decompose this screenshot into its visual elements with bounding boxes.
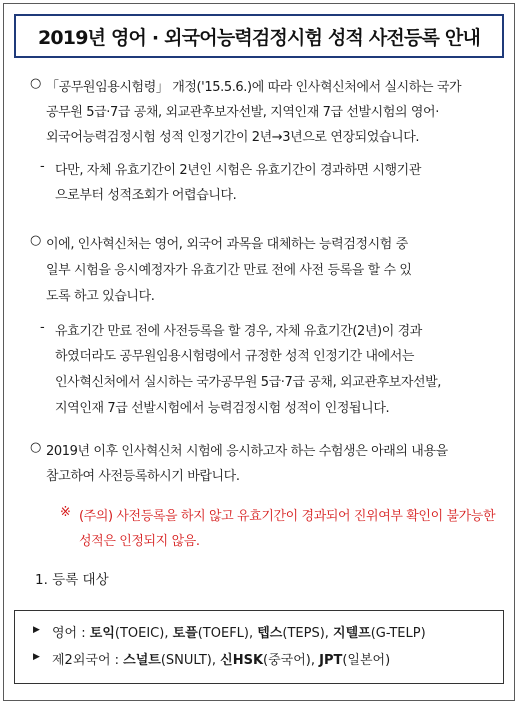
dash-bullet-2: - [40,320,45,335]
english-test-name: 지텔프 [333,626,371,641]
para1-sub-line-2: 으로부터 성적조회가 어렵습니다. [55,188,237,203]
second-test-detail: (일본어) [342,653,391,668]
triangle-icon: ▶ [33,652,40,662]
notice-mark: ※ [60,505,71,520]
second-test-name: 스널트 [123,653,161,668]
second-test-name: 신HSK [220,653,264,668]
english-label: 영어 : [52,626,90,641]
second-test-detail: (SNULT), [160,653,221,668]
english-list [52,622,426,641]
second-language-list [52,649,390,668]
english-test-name: 토플 [172,626,198,641]
circle-bullet-2: ○ [30,233,42,248]
para2-line-2: 일부 시험을 응시예정자가 유효기간 만료 전에 사전 등록을 할 수 있 [46,263,412,278]
para2-sub-line-4: 지역인재 7급 선발시험에서 능력검정시험 성적이 인정됩니다. [55,401,390,416]
para2-sub-line-1: 유효기간 만료 전에 사전등록을 할 경우, 자체 유효기간(2년)이 경과 [55,324,422,339]
second-language-label: 제2외국어 : [52,653,124,668]
para3-line-2: 참고하여 사전등록하시기 바랍니다. [46,469,240,484]
para2-line-1: 이에, 인사혁신처는 영어, 외국어 과목을 대체하는 능력검정시험 중 [46,237,408,252]
english-test-name: 텝스 [257,626,283,641]
english-test-detail: (TEPS), [282,626,334,641]
para1-line-1: 「공무원임용시험령」 개정('15.5.6.)에 따라 인사혁신처에서 실시하는 국가 [46,80,462,95]
para3-line-1: 2019년 이후 인사혁신처 시험에 응시하고자 하는 수험생은 아래의 내용을 [46,444,448,459]
triangle-icon: ▶ [33,625,40,635]
dash-bullet-1: - [40,159,45,174]
para2-sub-line-3: 인사혁신처에서 실시하는 국가공무원 5급·7급 공채, 외교관후보자선발, [55,375,442,390]
para1-line-2: 공무원 5급·7급 공채, 외교관후보자선발, 지역인재 7급 선발시험의 영어· [46,105,439,120]
second-test-detail: (중국어), [263,653,320,668]
notice-line-2: 성적은 인정되지 않음. [79,534,200,549]
english-test-detail: (TOEFL), [197,626,258,641]
page-title: 2019년 영어 · 외국어능력검정시험 성적 사전등록 안내 [14,14,504,58]
circle-bullet-3: ○ [30,440,42,455]
english-test-detail: (G-TELP) [370,626,426,641]
para1-sub-line-1: 다만, 자체 유효기간이 2년인 시험은 유효기간이 경과하면 시행기관 [55,163,421,178]
section-heading: 1. 등록 대상 [35,572,109,588]
english-test-detail: (TOEIC), [114,626,173,641]
para2-sub-line-2: 하였더라도 공무원임용시험령에서 규정한 성적 인정기간 내에서는 [55,349,415,364]
registration-box [14,610,504,684]
para1-line-3: 외국어능력검정시험 성적 인정기간이 2년→3년으로 연장되었습니다. [46,130,420,145]
para2-line-3: 도록 하고 있습니다. [46,289,155,304]
second-test-name: JPT [319,653,343,668]
english-test-name: 토익 [89,626,115,641]
circle-bullet-1: ○ [30,76,42,91]
notice-line-1: (주의) 사전등록을 하지 않고 유효기간이 경과되어 진위여부 확인이 불가능한 [79,509,496,524]
